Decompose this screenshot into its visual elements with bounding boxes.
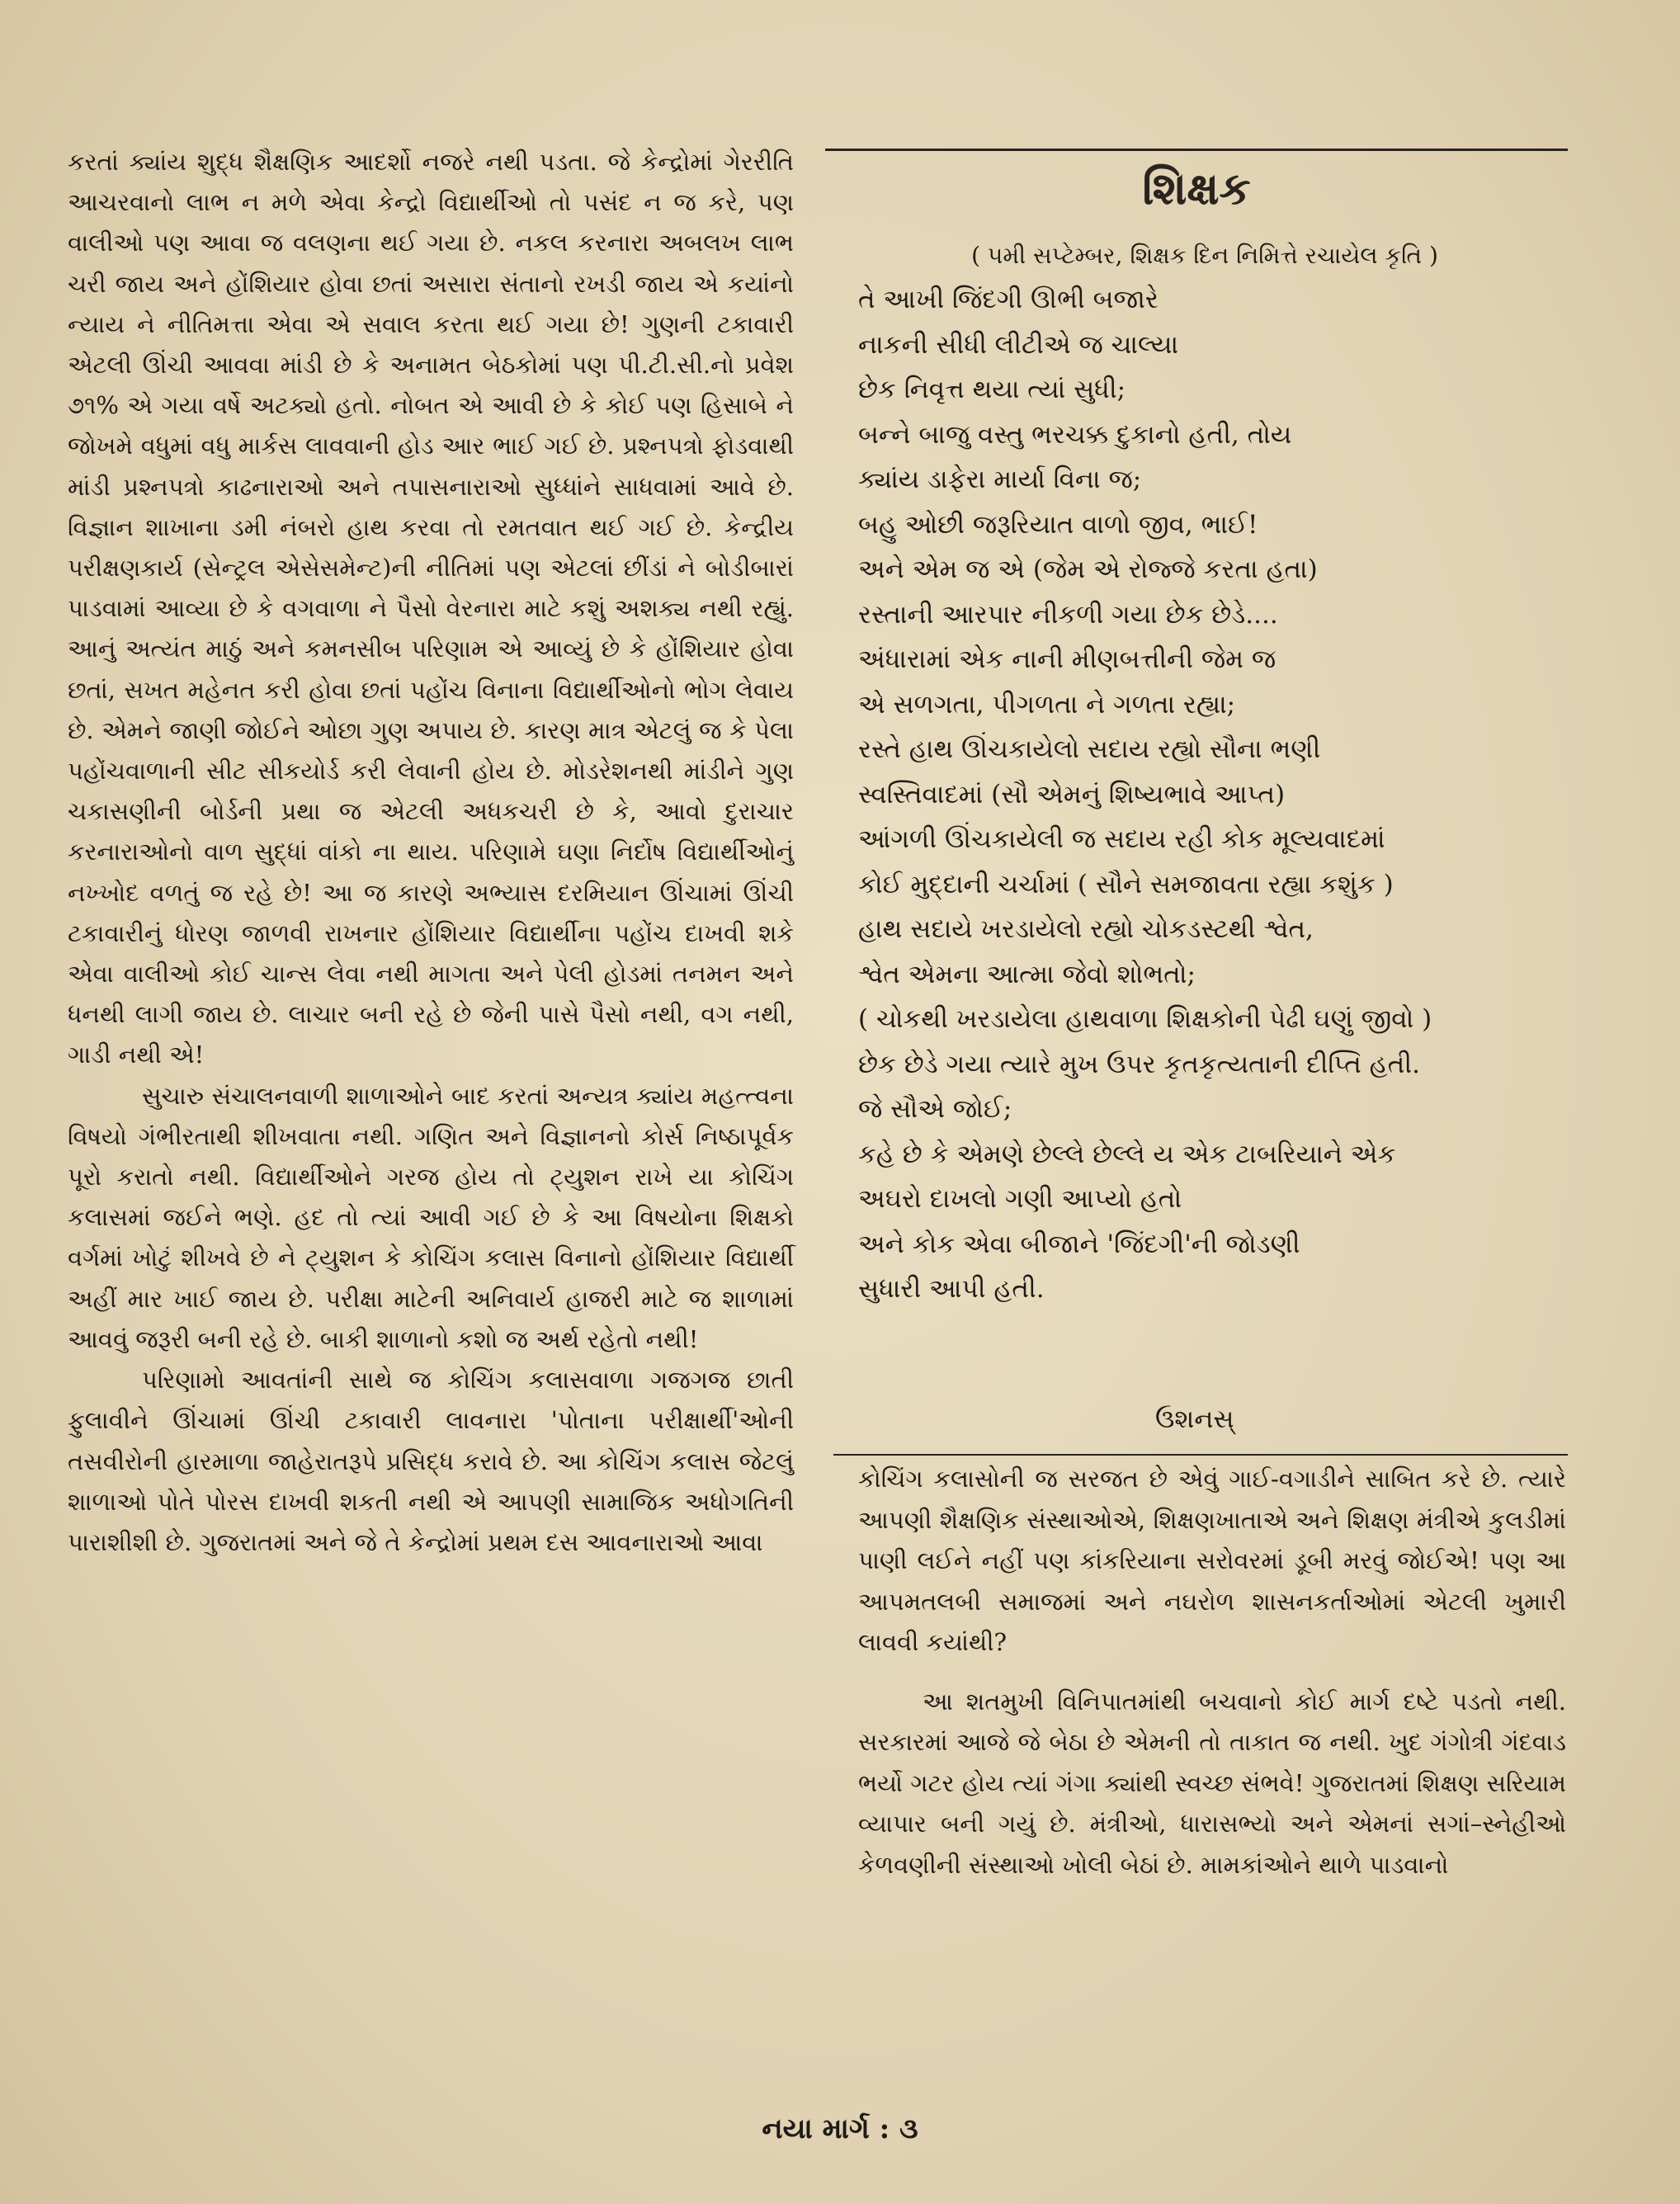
poem-line: નાકની સીધી લીટીએ જ ચાલ્યા [858, 329, 1179, 360]
poem-line: કોઈ મુદ્દાની ચર્ચામાં ( સૌને સમજાવતા રહ્યા કશુંક ) [858, 869, 1394, 899]
poem-body [858, 277, 1568, 1312]
poem-line: અઘરો દાખલો ગણી આપ્યો હતો [858, 1184, 1182, 1214]
left-column [68, 142, 794, 1563]
poem-line: એ સળગતા, પીગળતા ને ગળતા રહ્યા; [858, 689, 1236, 720]
page-footer: નયા માર્ગ : ૩ [762, 2112, 918, 2145]
right-column-text [858, 1459, 1566, 1885]
poem-line: ક્યાંય ડાફેરા માર્યા વિના જ; [858, 465, 1142, 494]
poem-line: શ્વેત એમના આત્મા જેવો શોભતો; [858, 959, 1196, 989]
poem-line: છેક નિવૃત્ત થયા ત્યાં સુધી; [858, 375, 1126, 404]
poem-line: ( ચોકથી ખરડાયેલા હાથવાળા શિક્ષકોની પેઢી ઘણું જીવો ) [858, 1004, 1432, 1034]
poem-line: રસ્તાની આરપાર નીકળી ગયા છેક છેડે.... [858, 599, 1278, 630]
poem-line: બન્ને બાજુ વસ્તુ ભરચક્ક દુકાનો હતી, તોય [858, 419, 1292, 450]
section-divider [833, 1454, 1568, 1456]
poem-line: બહુ ઓછી જરૂરિયાત વાળો જીવ, ભાઈ! [858, 509, 1258, 540]
poem-line: જે સૌએ જોઈ; [858, 1094, 1012, 1124]
left-paragraph-2: સુચારુ સંચાલનવાળી શાળાઓને બાદ કરતાં અન્યત્ર ક્યાંય મહત્ત્વના વિષયો ગંભીરતાથી શીખવાતા નથી. ગણિત અને વિજ્ઞાનનો કોર્સ નિષ્ઠાપૂર્વક પૂરો કરાતો નથી. વિદ્યાર્થીઓને ગરજ હોય તો ટ્યુશન રાખે યા કોચિંગ કલાસમાં જઈને ભણે. હદ તો ત્યાં આવી ગઈ છે કે આ વિષયોના શિક્ષકો વર્ગમાં ખોટું શીખવે છે ને ટ્યુશન કે કોચિંગ કલાસ વિનાનો હોંશિયાર વિદ્યાર્થી અહીં માર ખાઈ જાય છે. પરીક્ષા માટેની અનિવાર્ય હાજરી માટે જ શાળામાં આવવું જરૂરી બની રહે છે. બાકી શાળાનો કશો જ અર્થ રહેતો નથી! [68, 1081, 794, 1353]
poem-line: અને કોક એવા બીજાને 'જિંદગી'ની જોડણી [858, 1229, 1300, 1259]
poem-line: આંગળી ઊંચકાયેલી જ સદાય રહી કોક મૂલ્યવાદમાં [858, 824, 1385, 854]
right-paragraph-2: આ શતમુખી વિનિપાતમાંથી બચવાનો કોઈ માર્ગ દષ્ટે પડતો નથી. સરકારમાં આજે જે બેઠા છે એમની તો તાકાત જ નથી. ખુદ ગંગોત્રી ગંદવાડ ભર્યો ગટર હોય ત્યાં ગંગા ક્યાંથી સ્વચ્છ સંભવે! ગુજરાતમાં શિક્ષણ સરિયામ વ્યાપાર બની ગયું છે. મંત્રીઓ, ધારાસભ્યો અને એમનાં સગાં–સ્નેહીઓ કેળવણીની સંસ્થાઓ ખોલી બેઠાં છે. મામકાંઓને થાળે પાડવાનો [858, 1687, 1566, 1879]
right-paragraph-1: કોચિંગ કલાસોની જ સરજત છે એવું ગાઈ-વગાડીને સાબિત કરે છે. ત્યારે આપણી શૈક્ષણિક સંસ્થાઓએ, શિક્ષણખાતાએ અને શિક્ષણ મંત્રીએ કુલડીમાં પાણી લઈને નહીં પણ કાંકરિયાના સરોવરમાં ડૂબી મરવું જોઈએ! પણ આ આપમતલબી સમાજમાં અને નઘરોળ શાસનકર્તાઓમાં એટલી ખુમારી લાવવી કયાંથી? [858, 1465, 1566, 1656]
poem-line: અંધારામાં એક નાની મીણબત્તીની જેમ જ [858, 644, 1277, 674]
poem-title: શિક્ષક [1142, 162, 1251, 215]
poem-line: અને એમ જ એ (જેમ એ રોજ્જે કરતા હતા) [858, 555, 1318, 584]
poem-line: હાથ સદાયે ખરડાયેલો રહ્યો ચોકડસ્ટથી શ્વેત, [858, 914, 1314, 944]
poem-line: છેક છેડે ગયા ત્યારે મુખ ઉપર કૃતકૃત્યતાની દીપ્તિ હતી. [858, 1049, 1420, 1079]
poem-line: કહે છે કે એમણે છેલ્લે છેલ્લે ય એક ટાબરિયાને એક [858, 1139, 1396, 1169]
poem-author: ઉશનસ્ [1155, 1404, 1234, 1434]
poem-line: તે આખી જિંદગી ઊભી બજારે [858, 285, 1159, 314]
left-paragraph-3: પરિણામો આવતાંની સાથે જ કોચિંગ કલાસવાળા ગજગજ છાતી ફુલાવીને ઊંચામાં ઊંચી ટકાવારી લાવનારા 'પોતાના પરીક્ષાર્થી'ઓની તસવીરોની હારમાળા જાહેરાતરૂપે પ્રસિદ્ધ કરાવે છે. આ કોચિંગ કલાસ જેટલું શાળાઓ પોતે પોરસ દાખવી શકતી નથી એ આપણી સામાજિક અધોગતિની પારાશીશી છે. ગુજરાતમાં અને જે તે કેન્દ્રોમાં પ્રથમ દસ આવનારાઓ આવા [68, 1366, 794, 1556]
poem-line: સ્વસ્તિવાદમાં (સૌ એમનું શિષ્યભાવે આપ્ત) [858, 779, 1286, 809]
poem-top-rule [825, 149, 1568, 151]
left-paragraph-1: કરતાં ક્યાંય શુદ્ધ શૈક્ષણિક આદર્શો નજરે નથી પડતા. જે કેન્દ્રોમાં ગેરરીતિ આચરવાનો લાભ ન મળે એવા કેન્દ્રો વિદ્યાર્થીઓ તો પસંદ ન જ કરે, પણ વાલીઓ પણ આવા જ વલણના થઈ ગયા છે. નકલ કરનારા અબલખ લાભ ચરી જાય અને હોંશિયાર હોવા છતાં અસારા સંતાનો રખડી જાય એ કયાંનો ન્યાય ને નીતિમત્તા એવા એ સવાલ કરતા થઈ ગયા છે! ગુણની ટકાવારી એટલી ઊંચી આવવા માંડી છે કે અનામત બેઠકોમાં પણ પી.ટી.સી.નો પ્રવેશ ૭૧% એ ગયા વર્ષે અટક્યો હતો. નોબત એ આવી છે કે કોઈ પણ હિસાબે ને જોખમે વધુમાં વધુ માર્કસ લાવવાની હોડ આર ભાઈ ગઈ છે. પ્રશ્નપત્રો ફોડવાથી માંડી પ્રશ્નપત્રો કાઢનારાઓ અને તપાસનારાઓ સુધ્ધાંને સાધવામાં આવે છે. વિજ્ઞાન શાખાના ડમી નંબરો હાથ કરવા તો રમતવાત થઈ ગઈ છે. કેન્દ્રીય પરીક્ષણકાર્ય (સેન્ટ્રલ એસેસમેન્ટ)ની નીતિમાં પણ એટલાં છીંડાં ને બોડીબારાં પાડવામાં આવ્યા છે કે વગવાળા ને પૈસો વેરનારા માટે કશું અશક્ય નથી રહ્યું. આનું અત્યંત માઠું અને કમનસીબ પરિણામ એ આવ્યું છે કે હોંશિયાર હોવા છતાં, સખત મહેનત કરી હોવા છતાં પહોંચ વિનાના વિદ્યાર્થીઓનો ભોગ લેવાય છે. એમને જાણી જોઈને ઓછા ગુણ અપાય છે. કારણ માત્ર એટલું જ કે પેલા પહોંચવાળાની સીટ સીકયોર્ડ કરી લેવાની હોય છે. મોડરેશનથી માંડીને ગુણ ચકાસણીની બોર્ડની પ્રથા જ એટલી અધકચરી છે કે, આવો દુરાચાર કરનારાઓનો વાળ સુદ્ધાં વાંકો ના થાય. પરિણામે ઘણા નિર્દોષ વિદ્યાર્થીઓનું નખ્ખોદ વળતું જ રહે છે! આ જ કારણે અભ્યાસ દરમિયાન ઊંચામાં ઊંચી ટકાવારીનું ધોરણ જાળવી રાખનાર હોંશિયાર વિદ્યાર્થીના પહોંચ દાખવી શકે એવા વાલીઓ કોઈ ચાન્સ લેવા નથી માગતા અને પેલી હોડમાં તનમન અને ધનથી લાગી જાય છે. લાચાર બની રહે છે જેની પાસે પૈસો નથી, વગ નથી, ગાડી નથી એ! [68, 148, 794, 1069]
poem-line: રસ્તે હાથ ઊંચકાયેલો સદાય રહ્યો સૌના ભણી [858, 734, 1321, 764]
poem-subtitle: ( ૫મી સપ્ટેમ્બર, શિક્ષક દિન નિમિત્તે રચાયેલ કૃતિ ) [971, 242, 1438, 269]
poem-line: સુધારી આપી હતી. [858, 1274, 1045, 1304]
